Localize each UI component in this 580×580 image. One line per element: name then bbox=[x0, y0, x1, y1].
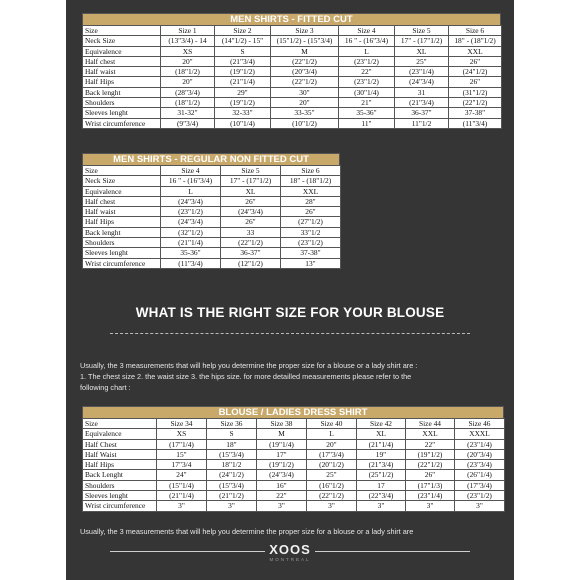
table-cell: (23"1/4) bbox=[395, 67, 449, 77]
table-row bbox=[83, 248, 341, 258]
table-cell: 21" bbox=[339, 98, 395, 108]
column-header: Size 40 bbox=[307, 419, 357, 429]
table-cell: S bbox=[207, 429, 257, 439]
column-header: Size 46 bbox=[455, 419, 505, 429]
table-cell: (19"1/2) bbox=[215, 98, 271, 108]
column-header: Size 5 bbox=[221, 166, 281, 176]
table-cell: (32"1/2) bbox=[161, 227, 221, 237]
table-cell: 20" bbox=[271, 98, 339, 108]
table-cell: (21"1/2) bbox=[207, 491, 257, 501]
table-cell: 16 " - (16"3/4) bbox=[161, 176, 221, 186]
table-cell: 19" bbox=[357, 449, 406, 459]
table-cell: 26" bbox=[406, 470, 455, 480]
table-cell: (11"3/4) bbox=[161, 258, 221, 268]
column-header: Size 5 bbox=[395, 26, 449, 36]
table-cell: 15" bbox=[157, 449, 207, 459]
fitted-cut-section bbox=[82, 13, 501, 129]
table-cell: XS bbox=[161, 46, 215, 56]
row-label: Neck Size bbox=[83, 176, 161, 186]
blouse-title: BLOUSE / LADIES DRESS SHIRT bbox=[82, 406, 504, 418]
table-cell: 3" bbox=[455, 501, 505, 511]
table-cell: 3" bbox=[257, 501, 307, 511]
column-header: Size 38 bbox=[257, 419, 307, 429]
table-cell: 26" bbox=[221, 196, 281, 206]
row-label: Wrist circumference bbox=[83, 501, 157, 511]
row-label: Half chest bbox=[83, 56, 161, 66]
column-header: Size 6 bbox=[449, 26, 502, 36]
table-row bbox=[83, 77, 502, 87]
table-cell: 18" - (18"1/2) bbox=[281, 176, 341, 186]
table-row bbox=[83, 429, 505, 439]
fitted-cut-title: MEN SHIRTS - FITTED CUT bbox=[82, 13, 501, 25]
table-cell: (15"3/4) bbox=[207, 449, 257, 459]
row-label: Half waist bbox=[83, 67, 161, 77]
table-cell: (23"1/2) bbox=[161, 207, 221, 217]
table-cell: XL bbox=[357, 429, 406, 439]
column-header: Size 44 bbox=[406, 419, 455, 429]
table-cell: (20"1/2) bbox=[307, 460, 357, 470]
table-cell: (24"3/4) bbox=[221, 207, 281, 217]
table-row bbox=[83, 186, 341, 196]
table-cell: (30"1/4) bbox=[339, 87, 395, 97]
dashed-divider bbox=[110, 333, 470, 334]
table-cell: 17 bbox=[357, 480, 406, 490]
table-cell: 16 " - (16"3/4) bbox=[339, 36, 395, 46]
table-row bbox=[83, 36, 502, 46]
table-cell: 3" bbox=[157, 501, 207, 511]
table-row bbox=[83, 217, 341, 227]
table-row bbox=[83, 480, 505, 490]
regular-cut-title: MEN SHIRTS - REGULAR NON FITTED CUT bbox=[82, 153, 340, 165]
row-label: Half Hips bbox=[83, 460, 157, 470]
table-cell: 26" bbox=[449, 56, 502, 66]
column-header: Size 4 bbox=[339, 26, 395, 36]
footer-text: Usually, the 3 measurements that will help you determine the proper size for a blouse or a lady shirt are bbox=[80, 527, 414, 536]
table-cell: (23"1/2) bbox=[339, 56, 395, 66]
row-label: Equivalence bbox=[83, 46, 161, 56]
table-row bbox=[83, 108, 502, 118]
intro-line: following chart : bbox=[80, 383, 131, 392]
column-header-label: Size bbox=[83, 26, 161, 36]
table-cell: (17"3/4) bbox=[307, 449, 357, 459]
table-cell: (19"1/2) bbox=[257, 460, 307, 470]
table-cell: 25" bbox=[395, 56, 449, 66]
table-row bbox=[83, 449, 505, 459]
table-cell: (19"1/2) bbox=[406, 449, 455, 459]
table-cell: 3" bbox=[406, 501, 455, 511]
table-cell: 17" - (17"1/2) bbox=[221, 176, 281, 186]
table-cell: (21"1/4) bbox=[161, 238, 221, 248]
table-cell: XL bbox=[395, 46, 449, 56]
column-header: Size 2 bbox=[215, 26, 271, 36]
table-cell: (21"1/4) bbox=[215, 77, 271, 87]
table-cell: 17" bbox=[257, 449, 307, 459]
table-cell: 18" - (18"1/2) bbox=[449, 36, 502, 46]
table-cell: 28" bbox=[281, 196, 341, 206]
row-label: Half chest bbox=[83, 196, 161, 206]
intro-text bbox=[80, 360, 500, 393]
row-label: Back lenght bbox=[83, 227, 161, 237]
table-cell: 18"1/2 bbox=[207, 460, 257, 470]
table-cell: 20" bbox=[161, 56, 215, 66]
row-label: Wrist circumference bbox=[83, 258, 161, 268]
table-row bbox=[83, 67, 502, 77]
table-cell: (18"1/2) bbox=[161, 67, 215, 77]
row-label: Neck Size bbox=[83, 36, 161, 46]
table-cell: 3" bbox=[357, 501, 406, 511]
page-heading: WHAT IS THE RIGHT SIZE FOR YOUR BLOUSE bbox=[135, 305, 445, 320]
table-cell: (22"1/2) bbox=[406, 460, 455, 470]
row-label: Half Hips bbox=[83, 217, 161, 227]
row-label: Half Hips bbox=[83, 77, 161, 87]
table-cell: XXL bbox=[449, 46, 502, 56]
table-cell: 36-37" bbox=[395, 108, 449, 118]
table-cell: (23"1/2) bbox=[455, 491, 505, 501]
table-cell: XXL bbox=[281, 186, 341, 196]
table-row bbox=[83, 87, 502, 97]
table-cell: 3" bbox=[207, 501, 257, 511]
table-cell: (22"1/2) bbox=[307, 491, 357, 501]
logo-brand: XOOS bbox=[269, 542, 311, 557]
table-cell: 26" bbox=[281, 207, 341, 217]
table-cell: 26" bbox=[221, 217, 281, 227]
table-row bbox=[83, 227, 341, 237]
table-cell: (27"1/2) bbox=[281, 217, 341, 227]
column-header: Size 4 bbox=[161, 166, 221, 176]
column-header-label: Size bbox=[83, 166, 161, 176]
table-cell: XL bbox=[221, 186, 281, 196]
table-row bbox=[83, 176, 341, 186]
table-cell: (22"1/2) bbox=[271, 77, 339, 87]
table-row bbox=[83, 98, 502, 108]
table-cell: (22"3/4) bbox=[357, 491, 406, 501]
table-cell: 18" bbox=[207, 439, 257, 449]
table-cell: 17"3/4 bbox=[157, 460, 207, 470]
table-cell: (22"1/2) bbox=[449, 98, 502, 108]
row-label: Sleeves lenght bbox=[83, 108, 161, 118]
table-row bbox=[83, 258, 341, 268]
table-cell: (24"3/4) bbox=[161, 217, 221, 227]
table-cell: XXXL bbox=[455, 429, 505, 439]
table-cell: XS bbox=[157, 429, 207, 439]
table-cell: (19"1/4) bbox=[257, 439, 307, 449]
table-cell: (22"1/2) bbox=[271, 56, 339, 66]
table-cell: (21"3/4) bbox=[215, 56, 271, 66]
blouse-table bbox=[82, 418, 505, 512]
table-cell: 20" bbox=[307, 439, 357, 449]
table-cell: (16"1/2) bbox=[307, 480, 357, 490]
column-header: Size 1 bbox=[161, 26, 215, 36]
table-cell: (23"1/2) bbox=[339, 77, 395, 87]
table-cell: L bbox=[307, 429, 357, 439]
logo-city: MONTREAL bbox=[269, 557, 311, 562]
table-cell: 22" bbox=[406, 439, 455, 449]
table-cell: (20"3/4) bbox=[271, 67, 339, 77]
intro-line: 1. The chest size 2. the waist size 3. the hips size. for more detailled measurements please refer to the bbox=[80, 372, 412, 381]
table-cell: 11" bbox=[339, 118, 395, 128]
table-cell: 35-36" bbox=[339, 108, 395, 118]
table-cell: (19"1/2) bbox=[215, 67, 271, 77]
table-cell: 35-36" bbox=[161, 248, 221, 258]
table-cell: 3" bbox=[307, 501, 357, 511]
table-cell: (20"3/4) bbox=[455, 449, 505, 459]
column-header: Size 36 bbox=[207, 419, 257, 429]
table-cell: S bbox=[215, 46, 271, 56]
table-row bbox=[83, 439, 505, 449]
table-cell: 31 bbox=[395, 87, 449, 97]
row-label: Wrist circumference bbox=[83, 118, 161, 128]
table-cell: 26" bbox=[449, 77, 502, 87]
column-header: Size 3 bbox=[271, 26, 339, 36]
table-cell: (25"1/2) bbox=[357, 470, 406, 480]
table-cell: (10"1/2) bbox=[271, 118, 339, 128]
table-cell: (9"3/4) bbox=[161, 118, 215, 128]
table-cell: 33"1/2 bbox=[281, 227, 341, 237]
table-cell: (14"1/2) - 15" bbox=[215, 36, 271, 46]
table-cell: (13"3/4) - 14 bbox=[161, 36, 215, 46]
table-cell: (11"3/4) bbox=[449, 118, 502, 128]
table-cell: 36-37" bbox=[221, 248, 281, 258]
table-cell: M bbox=[271, 46, 339, 56]
table-cell: 32-33" bbox=[215, 108, 271, 118]
blouse-section bbox=[82, 406, 504, 512]
table-cell: L bbox=[161, 186, 221, 196]
table-cell: (15"3/4) bbox=[207, 480, 257, 490]
table-row bbox=[83, 196, 341, 206]
table-cell: 29" bbox=[215, 87, 271, 97]
regular-cut-table bbox=[82, 165, 341, 269]
row-label: Back Lenght bbox=[83, 470, 157, 480]
table-cell: (26"1/4) bbox=[455, 470, 505, 480]
table-row bbox=[83, 118, 502, 128]
table-cell: (17"3/4) bbox=[455, 480, 505, 490]
table-cell: 37-38" bbox=[281, 248, 341, 258]
table-cell: 20" bbox=[161, 77, 215, 87]
table-cell: (17"1/3) bbox=[406, 480, 455, 490]
table-cell: (23"3/4) bbox=[455, 460, 505, 470]
table-cell: 17" - (17"1/2) bbox=[395, 36, 449, 46]
table-cell: (24"3/4) bbox=[257, 470, 307, 480]
table-cell: 30" bbox=[271, 87, 339, 97]
table-cell: L bbox=[339, 46, 395, 56]
intro-line: Usually, the 3 measurements that will help you determine the proper size for a blouse or a lady shirt are : bbox=[80, 361, 418, 370]
table-cell: (15"1/4) bbox=[157, 480, 207, 490]
table-cell: (24"1/2) bbox=[207, 470, 257, 480]
table-cell: 25" bbox=[307, 470, 357, 480]
header-row bbox=[83, 166, 341, 176]
header-row bbox=[83, 419, 505, 429]
table-cell: 33-35" bbox=[271, 108, 339, 118]
table-cell: (28"3/4) bbox=[161, 87, 215, 97]
row-label: Half Waist bbox=[83, 449, 157, 459]
table-cell: (18"1/2) bbox=[161, 98, 215, 108]
table-cell: (23"1/2) bbox=[281, 238, 341, 248]
table-cell: (24"3/4) bbox=[395, 77, 449, 87]
row-label: Sleeves lenght bbox=[83, 491, 157, 501]
table-row bbox=[83, 470, 505, 480]
table-row bbox=[83, 491, 505, 501]
table-cell: 33 bbox=[221, 227, 281, 237]
row-label: Sleeves lenght bbox=[83, 248, 161, 258]
table-cell: (21"1/4) bbox=[357, 439, 406, 449]
table-row bbox=[83, 207, 341, 217]
table-row bbox=[83, 238, 341, 248]
table-cell: (12"1/2) bbox=[221, 258, 281, 268]
table-cell: 22" bbox=[257, 491, 307, 501]
table-cell: (15"1/2) - (15"3/4) bbox=[271, 36, 339, 46]
table-cell: 13" bbox=[281, 258, 341, 268]
table-cell: XXL bbox=[406, 429, 455, 439]
table-cell: 24" bbox=[157, 470, 207, 480]
row-label: Equivalence bbox=[83, 429, 157, 439]
table-cell: (31"1/2) bbox=[449, 87, 502, 97]
column-header: Size 42 bbox=[357, 419, 406, 429]
table-cell: 11"1/2 bbox=[395, 118, 449, 128]
table-cell: (22"1/2) bbox=[221, 238, 281, 248]
header-row bbox=[83, 26, 502, 36]
regular-cut-section bbox=[82, 153, 340, 269]
row-label: Half waist bbox=[83, 207, 161, 217]
column-header-label: Size bbox=[83, 419, 157, 429]
table-cell: 37-38" bbox=[449, 108, 502, 118]
table-cell: (23"1/4) bbox=[455, 439, 505, 449]
table-cell: (24"3/4) bbox=[161, 196, 221, 206]
table-cell: (17"1/4) bbox=[157, 439, 207, 449]
table-cell: 16" bbox=[257, 480, 307, 490]
table-row bbox=[83, 46, 502, 56]
table-cell: 31-32" bbox=[161, 108, 215, 118]
row-label: Equivalence bbox=[83, 186, 161, 196]
table-cell: (10"1/4) bbox=[215, 118, 271, 128]
row-label: Shoulders bbox=[83, 98, 161, 108]
row-label: Shoulders bbox=[83, 480, 157, 490]
table-row bbox=[83, 501, 505, 511]
table-row bbox=[83, 56, 502, 66]
row-label: Half Chest bbox=[83, 439, 157, 449]
table-cell: (21"1/4) bbox=[157, 491, 207, 501]
brand-logo bbox=[110, 542, 470, 564]
table-cell: (23"1/4) bbox=[406, 491, 455, 501]
table-cell: (24"1/2) bbox=[449, 67, 502, 77]
table-cell: 22" bbox=[339, 67, 395, 77]
table-cell: (21"3/4) bbox=[357, 460, 406, 470]
row-label: Shoulders bbox=[83, 238, 161, 248]
table-cell: (21"3/4) bbox=[395, 98, 449, 108]
table-cell: M bbox=[257, 429, 307, 439]
column-header: Size 6 bbox=[281, 166, 341, 176]
column-header: Size 34 bbox=[157, 419, 207, 429]
row-label: Back lenght bbox=[83, 87, 161, 97]
fitted-cut-table bbox=[82, 25, 502, 129]
table-row bbox=[83, 460, 505, 470]
